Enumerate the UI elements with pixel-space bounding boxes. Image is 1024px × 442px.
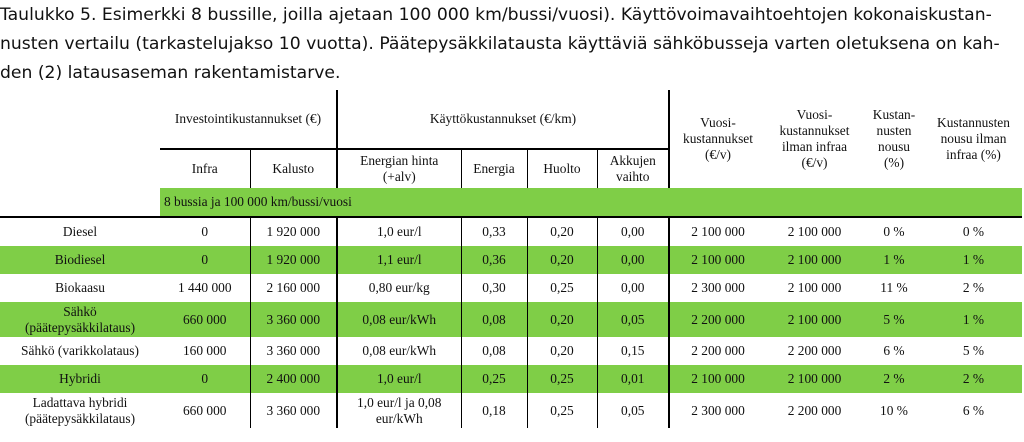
increase-cell: 2 %: [863, 365, 925, 393]
header-investment: Investointikustannukset (€): [160, 90, 337, 149]
infra-cell: 0: [160, 365, 250, 393]
annual-cost-cell: 2 300 000: [691, 280, 745, 295]
maintenance-cell: 0,25: [527, 274, 597, 302]
table-row: [0, 337, 1022, 365]
increase-no-infra-cell: 1 %: [925, 246, 1022, 274]
fleet-cell: 2 160 000: [250, 274, 337, 302]
infra-cell: 0: [160, 217, 250, 246]
energy-cell: 0,18: [461, 393, 527, 428]
increase-cell: 10 %: [880, 402, 908, 418]
caption-line: den (2) latausaseman rakentamistarve.: [0, 63, 341, 83]
battery-cell: 0,01: [597, 365, 669, 393]
increase-no-infra-cell: 2 %: [925, 365, 1022, 393]
row-label: Biokaasu: [55, 280, 105, 295]
energy-price-cell: 1,0 eur/l ja 0,08 eur/kWh: [337, 393, 461, 428]
energy-price-cell: 0,08 eur/kWh: [337, 302, 461, 337]
annual-cost-no-infra-cell: 2 200 000: [787, 343, 842, 358]
battery-cell: 0,05: [597, 302, 669, 337]
caption-line: nusten vertailu (tarkastelujakso 10 vuotta). Päätepysäkkilatausta käyttäviä sähköbusseja varten oletuksena on kah-: [0, 34, 1000, 54]
table-row: [0, 365, 1022, 393]
cost-comparison-table: [0, 90, 1022, 428]
maintenance-cell: 0,20: [527, 246, 597, 274]
energy-price-cell: 0,80 eur/kg: [337, 274, 461, 302]
annual-cost-cell: 2 100 000: [669, 365, 766, 393]
increase-cell: 6 %: [883, 343, 905, 358]
table-row: [0, 393, 1022, 428]
fleet-cell: 3 360 000: [250, 393, 337, 428]
fleet-cell: 3 360 000: [250, 337, 337, 365]
row-label: Diesel: [62, 224, 98, 239]
header-infra: Infra: [160, 149, 250, 188]
header-annual: Vuosi- kustannukset (€/v): [683, 115, 753, 162]
energy-cell: 0,36: [461, 246, 527, 274]
infra-cell: 1 440 000: [160, 274, 250, 302]
battery-cell: 0,15: [597, 337, 669, 365]
annual-cost-cell: 2 100 000: [669, 246, 766, 274]
fleet-cell: 1 920 000: [250, 217, 337, 246]
energy-cell: 0,33: [461, 217, 527, 246]
battery-cell: 0,00: [597, 217, 669, 246]
increase-no-infra-cell: 0 %: [962, 224, 985, 239]
annual-cost-cell: 2 100 000: [691, 224, 745, 239]
header-row-top: [0, 90, 1022, 149]
increase-cell: 5 %: [863, 302, 925, 337]
header-annual-no-infra: Vuosi- kustannukset ilman infraa (€/v): [779, 107, 850, 170]
fleet-cell: 1 920 000: [250, 246, 337, 274]
energy-price-cell: 0,08 eur/kWh: [337, 337, 461, 365]
battery-cell: 0,00: [597, 246, 669, 274]
increase-no-infra-cell: 6 %: [962, 402, 985, 418]
table-row: [0, 246, 1022, 274]
maintenance-cell: 0,20: [527, 337, 597, 365]
annual-cost-no-infra-cell: 2 100 000: [766, 302, 863, 337]
energy-price-cell: 1,0 eur/l: [337, 217, 461, 246]
table-caption: [0, 1, 1024, 88]
energy-cell: 0,25: [461, 365, 527, 393]
increase-no-infra-cell: 2 %: [962, 280, 985, 295]
energy-cell: 0,30: [461, 274, 527, 302]
infra-cell: 660 000: [160, 302, 250, 337]
increase-cell: 1 %: [863, 246, 925, 274]
row-label: Sähkö (päätepysäkkilataus): [0, 302, 160, 337]
fleet-cell: 3 360 000: [250, 302, 337, 337]
header-energy: Energia: [461, 149, 527, 188]
header-increase: Kustan- nusten nousu (%): [872, 107, 916, 170]
row-label: Ladattava hybridi (päätepysäkkilataus): [24, 394, 136, 426]
fleet-cell: 2 400 000: [250, 365, 337, 393]
battery-cell: 0,05: [597, 393, 669, 428]
increase-no-infra-cell: 5 %: [962, 343, 985, 358]
annual-cost-no-infra-cell: 2 200 000: [787, 402, 842, 418]
infra-cell: 660 000: [160, 393, 250, 428]
annual-cost-cell: 2 300 000: [691, 402, 745, 418]
maintenance-cell: 0,20: [527, 302, 597, 337]
increase-cell: 0 %: [883, 224, 905, 239]
caption-line: Taulukko 5. Esimerkki 8 bussille, joilla ajetaan 100 000 km/bussi/vuosi). Käyttövoimavaihtoehtojen kokonaiskustan-: [0, 5, 992, 25]
annual-cost-no-infra-cell: 2 100 000: [766, 246, 863, 274]
annual-cost-cell: 2 200 000: [669, 302, 766, 337]
energy-cell: 0,08: [461, 302, 527, 337]
section-label: 8 bussia ja 100 000 km/bussi/vuosi: [160, 188, 1022, 217]
table-row: [0, 274, 1022, 302]
header-battery: Akkujen vaihto: [597, 149, 669, 188]
row-label: Hybridi: [0, 365, 160, 393]
infra-cell: 160 000: [160, 337, 250, 365]
infra-cell: 0: [160, 246, 250, 274]
increase-no-infra-cell: 1 %: [925, 302, 1022, 337]
increase-cell: 11 %: [880, 280, 908, 295]
table-row: [0, 302, 1022, 337]
energy-price-cell: 1,0 eur/l: [337, 365, 461, 393]
header-fleet: Kalusto: [250, 149, 337, 188]
row-label: Sähkö (varikkolataus): [21, 343, 139, 358]
section-row: [0, 188, 1022, 217]
maintenance-cell: 0,20: [527, 217, 597, 246]
annual-cost-no-infra-cell: 2 100 000: [787, 280, 842, 295]
table-row: [0, 217, 1022, 246]
battery-cell: 0,00: [597, 274, 669, 302]
header-increase-no-infra: Kustannusten nousu ilman infraa (%): [937, 115, 1010, 162]
annual-cost-no-infra-cell: 2 100 000: [787, 224, 842, 239]
header-energy-price: Energian hinta (+alv): [337, 149, 461, 188]
annual-cost-no-infra-cell: 2 100 000: [766, 365, 863, 393]
maintenance-cell: 0,25: [527, 393, 597, 428]
header-maintenance: Huolto: [527, 149, 597, 188]
row-label: Biodiesel: [0, 246, 160, 274]
annual-cost-cell: 2 200 000: [691, 343, 745, 358]
energy-price-cell: 1,1 eur/l: [337, 246, 461, 274]
header-operating: Käyttökustannukset (€/km): [337, 90, 669, 149]
maintenance-cell: 0,25: [527, 365, 597, 393]
energy-cell: 0,08: [461, 337, 527, 365]
